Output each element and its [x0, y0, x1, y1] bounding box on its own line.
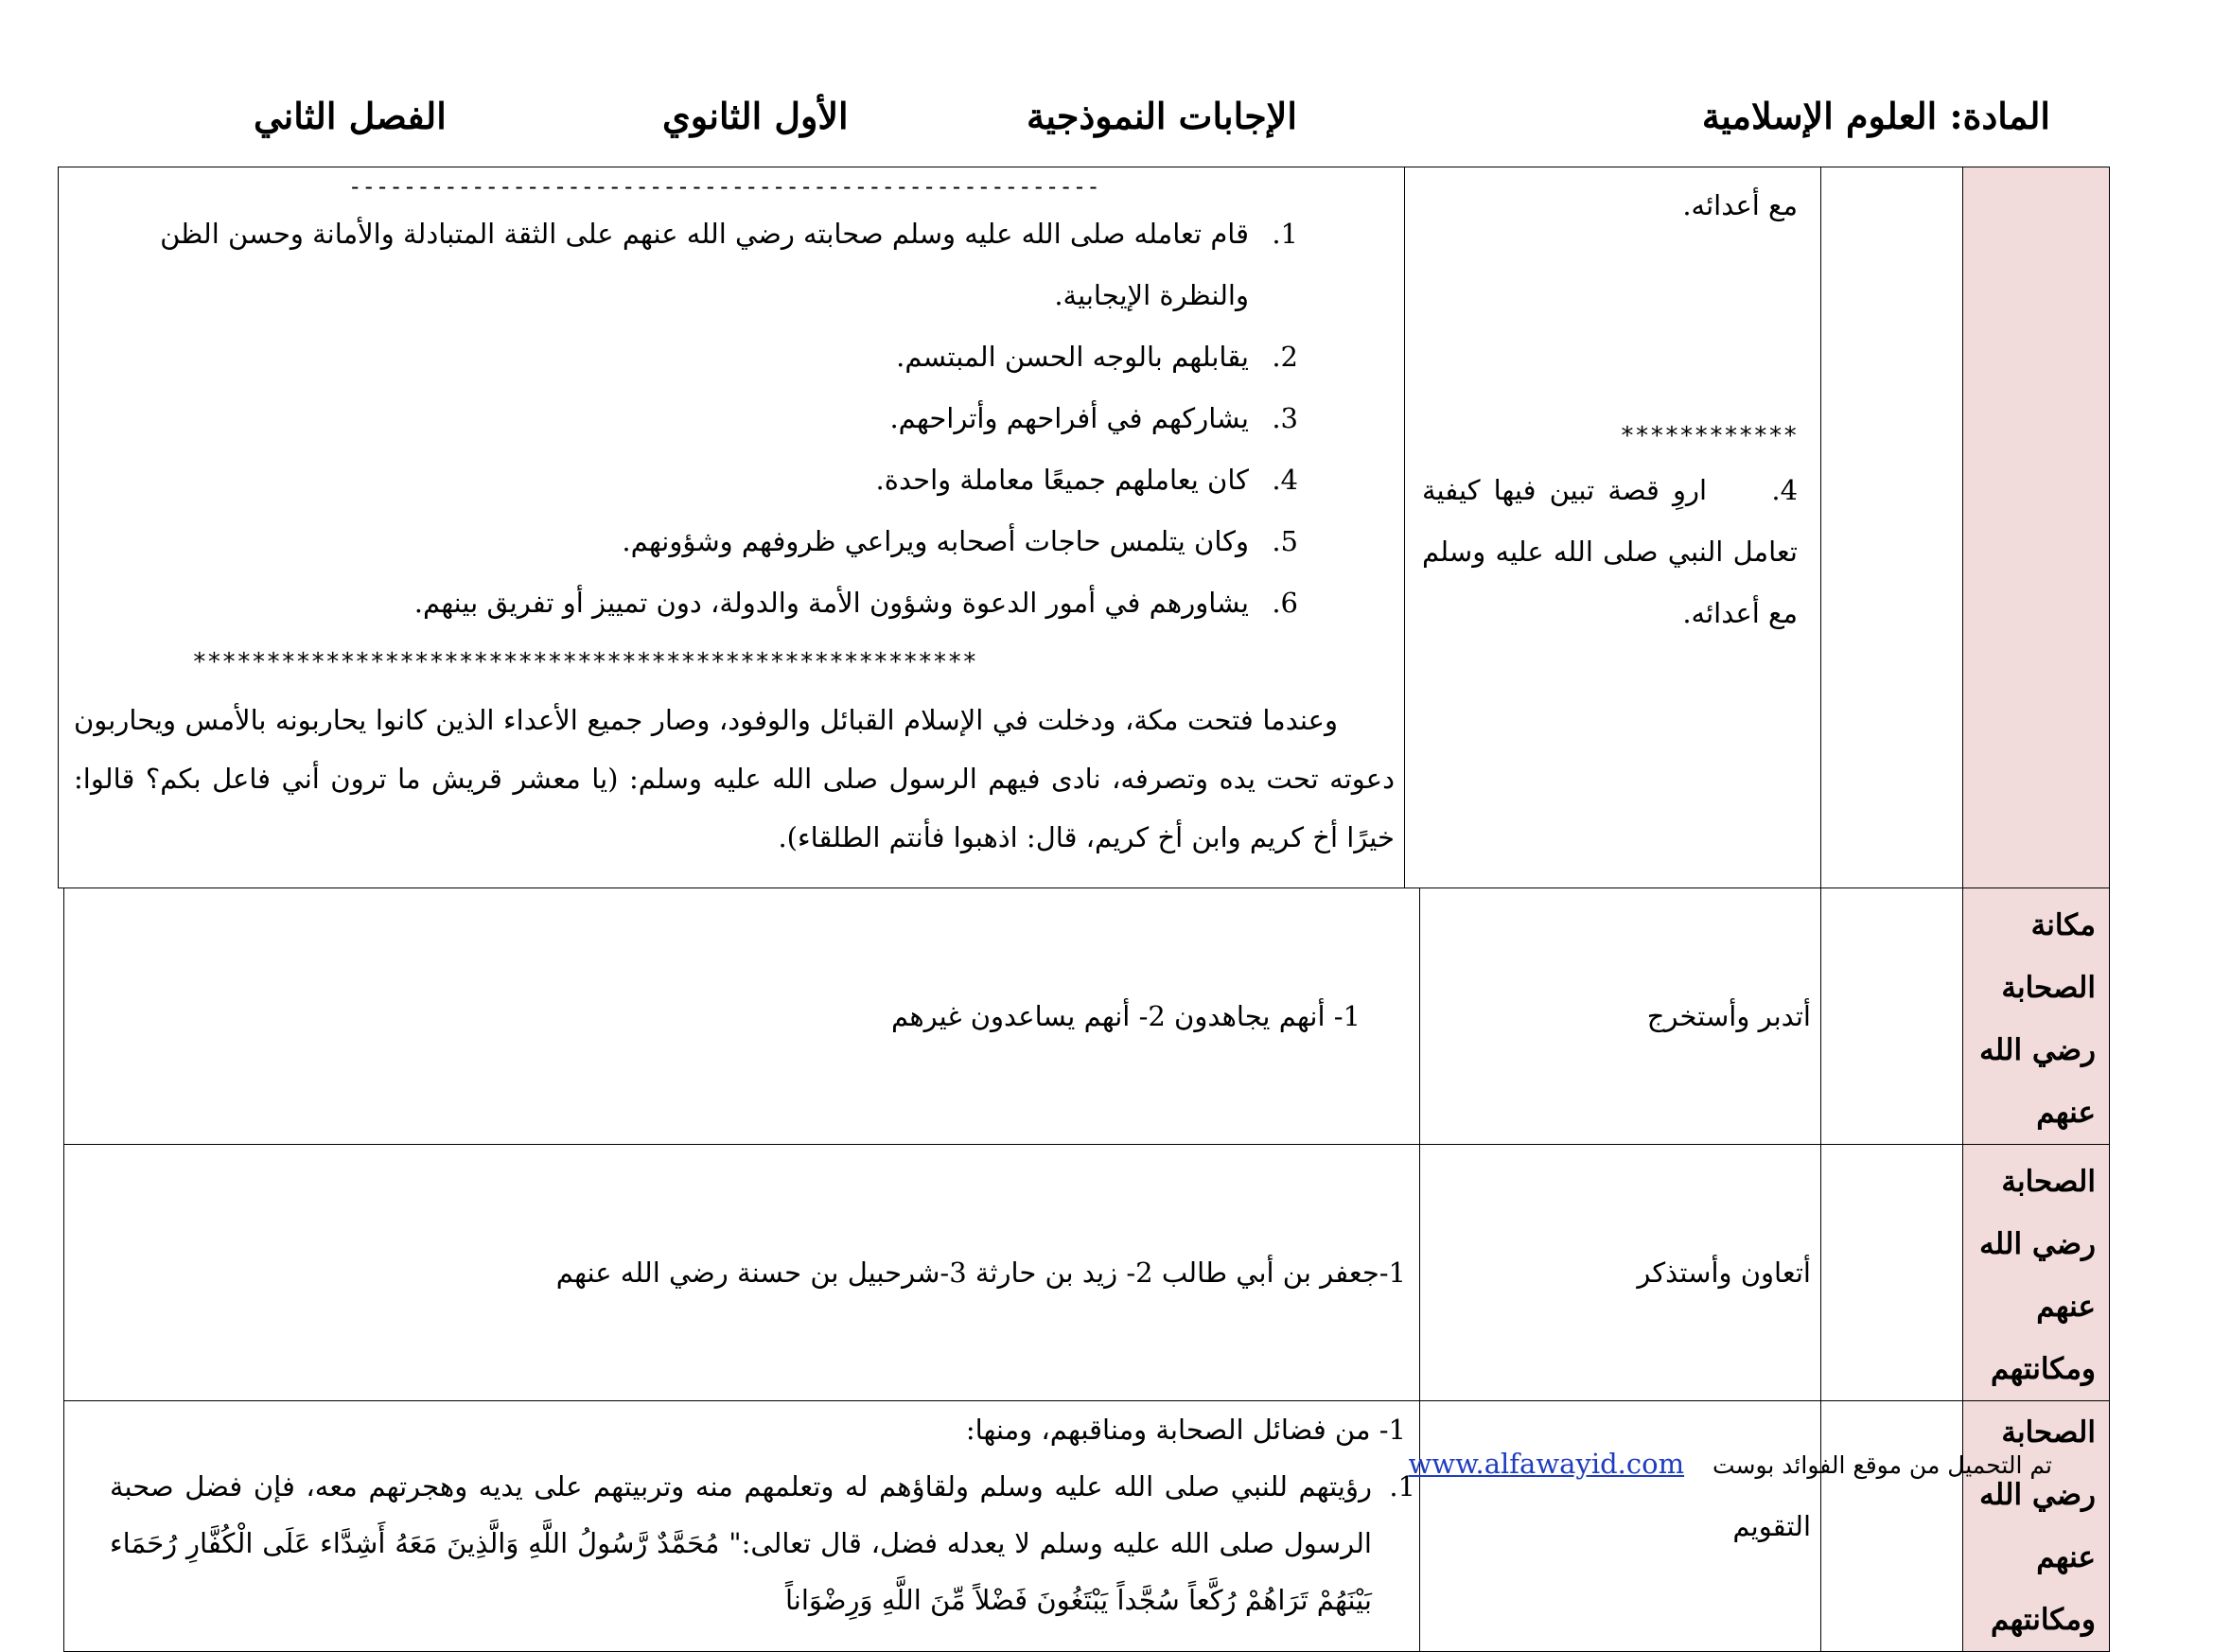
- activity-empty-cell: [1821, 1145, 1963, 1401]
- answer-item: 2. يقابلهم بالوجه الحسن المبتسم.: [896, 341, 1298, 373]
- answer-list: [74, 203, 1298, 634]
- question-cell: [1405, 167, 1821, 888]
- activity-cell: أتعاون وأستذكر: [1420, 1145, 1821, 1401]
- answers-table-top: [58, 167, 2110, 888]
- topic-cell-empty: [1963, 167, 2110, 888]
- grade-title: الأول الثانوي: [662, 95, 849, 137]
- answer-item: 3. يشاركهم في أفراحهم وأتراحهم.: [889, 402, 1298, 434]
- footer-text: تم التحميل من موقع الفوائد بوست: [1712, 1451, 2052, 1479]
- answer-cell: 1- من فضائل الصحابة ومناقبهم، ومنها: 1. رؤيتهم للنبي صلى الله عليه وسلم ولقاؤهم له وتعلمهم منه وتربيتهم على يديه وهجرتهم معه، فإن فضل صحبة الرسول صلى الله عليه وسلم لا يعدله فضل، قال تعالى:" مُحَمَّدٌ رَّسُولُ اللَّهِ وَالَّذِينَ مَعَهُ أَشِدَّاء عَلَى الْكُفَّارِ رُحَمَاء بَيْنَهُمْ تَرَاهُمْ رُكَّعاً سُجَّداً يَبْتَغُونَ فَضْلاً مِّنَ اللَّهِ وَرِضْوَاناً: [64, 1401, 1420, 1652]
- question-text: اروِ قصة تبين فيها كيفية تعامل النبي صلى الله عليه وسلم مع أعدائه.: [1422, 474, 1798, 629]
- dash-separator: -------------------------------------------------------: [348, 173, 1100, 200]
- website-link[interactable]: www.alfawayid.com: [1408, 1448, 1685, 1480]
- answer-cell: 1- أنهم يجاهدون 2- أنهم يساعدون غيرهم: [64, 888, 1420, 1145]
- subject-title: المادة: العلوم الإسلامية: [1701, 95, 2050, 137]
- answer-item: 5. وكان يتلمس حاجات أصحابه ويراعي ظروفهم وشؤونهم.: [622, 525, 1298, 557]
- doc-type-title: الإجابات النموذجية: [1027, 95, 1297, 137]
- question-top-text: مع أعدائه.: [1682, 189, 1798, 221]
- activity-cell-empty: [1821, 167, 1963, 888]
- story-text: وعندما فتحت مكة، ودخلت في الإسلام القبائل والوفود، وصار جميع الأعداء الذين كانوا يحاربونه بالأمس ويحاربون دعوته تحت يده وتصرفه، نادى فيهم الرسول صلى الله عليه وسلم: (يا معشر قريش ما ترون أني فاعل بكم؟ قالوا: خيرًا أخ كريم وابن أخ كريم، قال: اذهبوا فأنتم الطلقاء).: [74, 704, 1395, 853]
- answer-cell: 1-جعفر بن أبي طالب 2- زيد بن حارثة 3-شرحبيل بن حسنة رضي الله عنهم: [64, 1145, 1420, 1401]
- stars-separator: *****************************************************: [192, 648, 977, 677]
- question-stars: ************: [1620, 422, 1798, 450]
- answer-item: 4. كان يعاملهم جميعًا معاملة واحدة.: [875, 464, 1298, 496]
- answer-item: 1. رؤيتهم للنبي صلى الله عليه وسلم ولقاؤهم له وتعلمهم منه وتربيتهم على يديه وهجرتهم معه، فإن فضل صحبة الرسول صلى الله عليه وسلم لا يعدله فضل، قال تعالى:" مُحَمَّدٌ رَّسُولُ اللَّهِ وَالَّذِينَ مَعَهُ أَشِدَّاء عَلَى الْكُفَّارِ رُحَمَاء بَيْنَهُمْ تَرَاهُمْ رُكَّعاً سُجَّداً يَبْتَغُونَ فَضْلاً مِّنَ اللَّهِ وَرِضْوَاناً: [110, 1470, 1415, 1616]
- answers-table-bottom: [63, 888, 2110, 1652]
- answer-item: 6. يشاورهم في أمور الدعوة وشؤون الأمة والدولة، دون تمييز أو تفريق بينهم.: [413, 587, 1298, 619]
- table-row: [64, 1145, 2110, 1401]
- table-row: [64, 888, 2110, 1145]
- activity-empty-cell: [1821, 1401, 1963, 1652]
- footer: [1408, 1448, 2052, 1480]
- term-title: الفصل الثاني: [254, 95, 447, 137]
- topic-cell: مكانة الصحابة رضي الله عنهم: [1963, 888, 2110, 1145]
- topic-cell: الصحابة رضي الله عنهم ومكانتهم: [1963, 1401, 2110, 1652]
- activity-empty-cell: [1821, 888, 1963, 1145]
- question-item: [1422, 460, 1798, 644]
- activity-cell: أتدبر وأستخرج: [1420, 888, 1821, 1145]
- activity-cell: التقويم: [1420, 1401, 1821, 1652]
- table-row: [64, 1401, 2110, 1652]
- question-number: 4.: [1771, 474, 1799, 506]
- answer-item: 1. قام تعامله صلى الله عليه وسلم صحابته رضي الله عنهم على الثقة المتبادلة والأمانة وحسن الظن والنظرة الإيجابية.: [160, 218, 1298, 311]
- answer-cell: [59, 167, 1405, 888]
- topic-cell: الصحابة رضي الله عنهم ومكانتهم: [1963, 1145, 2110, 1401]
